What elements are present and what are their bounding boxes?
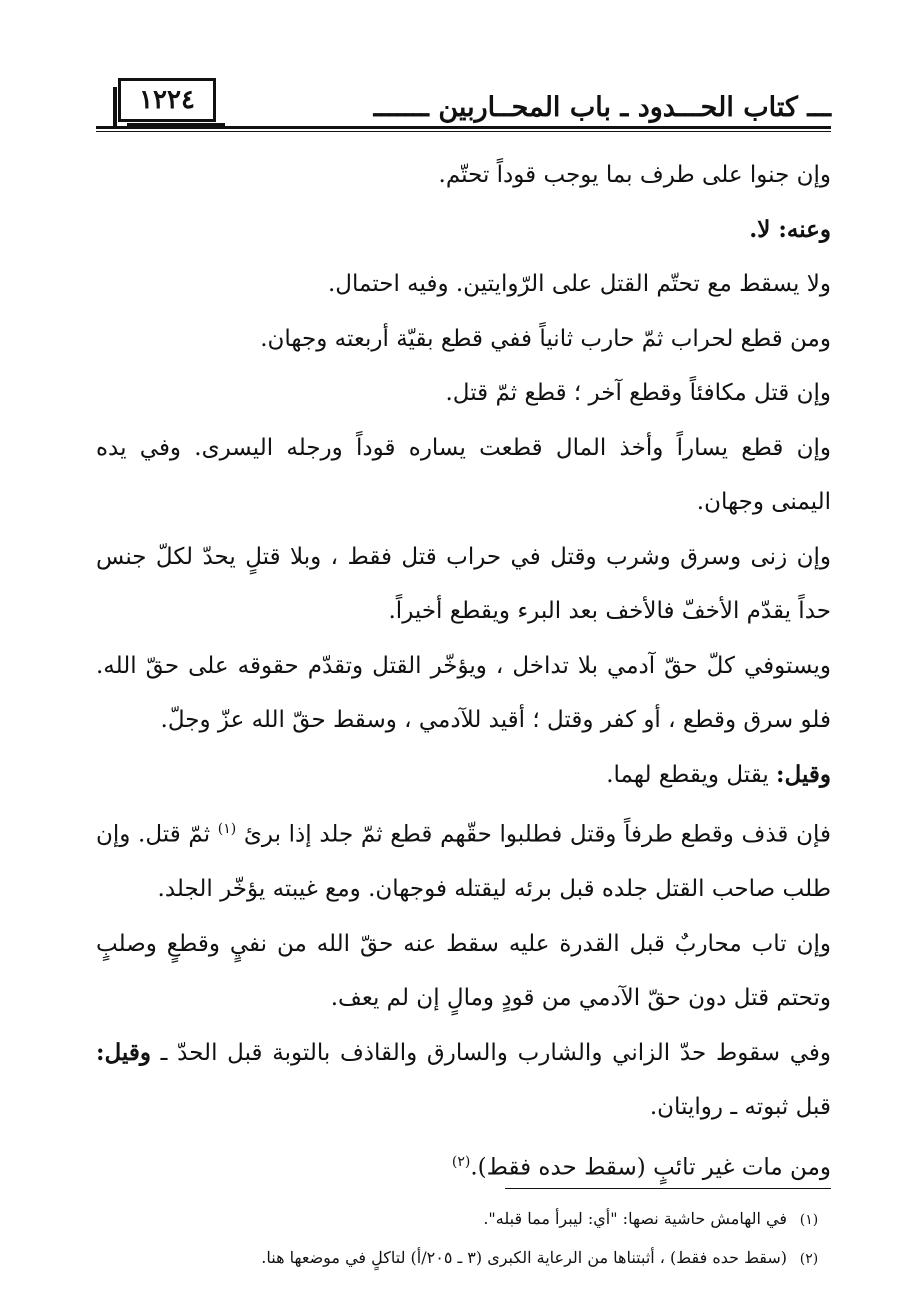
paragraph-2: وعنه: لا. [749,215,831,243]
footnote-text: في الهامش حاشية نصها: "أي: ليبرأ مما قبله". [483,1209,787,1228]
paragraph-12-part-b: قبل ثبوته ـ روايتان. [649,1094,831,1121]
paragraph-12 [96,1026,831,1135]
qila-label-2: وقيل: [96,1038,151,1066]
page-number [118,78,216,122]
paragraph-12-part-a: وفي سقوط حدّ الزاني والشارب والسارق والقاذف بالتوبة قبل الحدّ ـ [150,1039,831,1066]
paragraph-10-part-b: ثمّ قتل. وإن طلب صاحب القتل جلده قبل برئه ليقتله فوجهان. ومع غيبته يؤخّر الجلد. [96,821,831,903]
footnotes [96,1200,831,1278]
footnote-1 [96,1200,831,1239]
footnote-2 [96,1239,831,1278]
paragraph-10 [96,802,831,917]
footnote-mark: (٢) [799,1251,819,1267]
paragraph-9 [96,748,831,803]
header-rule [96,126,831,129]
paragraph-13-text: ومن مات غير تائبٍ (سقط حده فقط). [470,1154,831,1181]
footnote-ref-2: (٢) [451,1153,471,1170]
paragraph-4: ومن قطع لحراب ثمّ حارب ثانياً ففي قطع بقيّة أربعته وجهان. [260,325,831,352]
paragraph-9-text: يقتل ويقطع لهما. [606,761,777,788]
page-number-text: ١٢٢٤ [139,85,195,115]
paragraph-1: وإن جنوا على طرف بما يوجب قوداً تحتّم. [438,162,831,188]
paragraph-8: ويستوفي كلّ حقّ آدمي بلا تداخل ، ويؤخّر القتل وتقدّم حقوقه على حقّ الله. فلو سرق وقطع ، أو كفر وقتل ؛ أقيد للآدمي ، وسقط حقّ الله عزّ وجلّ. [96,652,831,733]
footnote-rule [505,1188,831,1189]
paragraph-10-part-a: فإن قذف وقطع طرفاً وقتل فطلبوا حقّهم قطع ثمّ جلد إذا برئ [243,821,831,848]
qila-label: وقيل: [776,760,831,788]
paragraph-6: وإن قطع يساراً وأخذ المال قطعت يساره قوداً ورجله اليسرى. وفي يده اليمنى وجهان. [96,434,831,515]
paragraph-5: وإن قتل مكافئاً وقطع آخر ؛ قطع ثمّ قتل. [445,380,831,406]
paragraph-13 [96,1135,831,1195]
body-text [96,148,831,1195]
footnote-ref-1: (١) [217,821,237,837]
paragraph-3: ولا يسقط مع تحتّم القتل على الرّوايتين. وفيه احتمال. [328,271,831,297]
footnote-text: (سقط حده فقط) ، أثبتناها من الرعاية الكبرى (٣ ـ ٢٠٥/أ) لتاكلٍ في موضعها هنا. [261,1248,787,1267]
header-rule-thin [96,131,831,132]
paragraph-11: وإن تاب محاربٌ قبل القدرة عليه سقط عنه حقّ الله من نفيٍ وقطعٍ وصلبٍ وتحتم قتل دون حقّ الآدمي من قودٍ ومالٍ إن لم يعف. [96,930,831,1012]
footnote-mark: (١) [799,1212,819,1228]
paragraph-7: وإن زنى وسرق وشرب وقتل في حراب قتل فقط ، وبلا قتلٍ يحدّ لكلّ جنس حداً يقدّم الأخفّ فالأخف بعد البرء ويقطع أخيراً. [96,543,831,624]
running-header: ـــ كتاب الحـــدود ـ باب المحــاربين ـــــــ [373,92,831,123]
